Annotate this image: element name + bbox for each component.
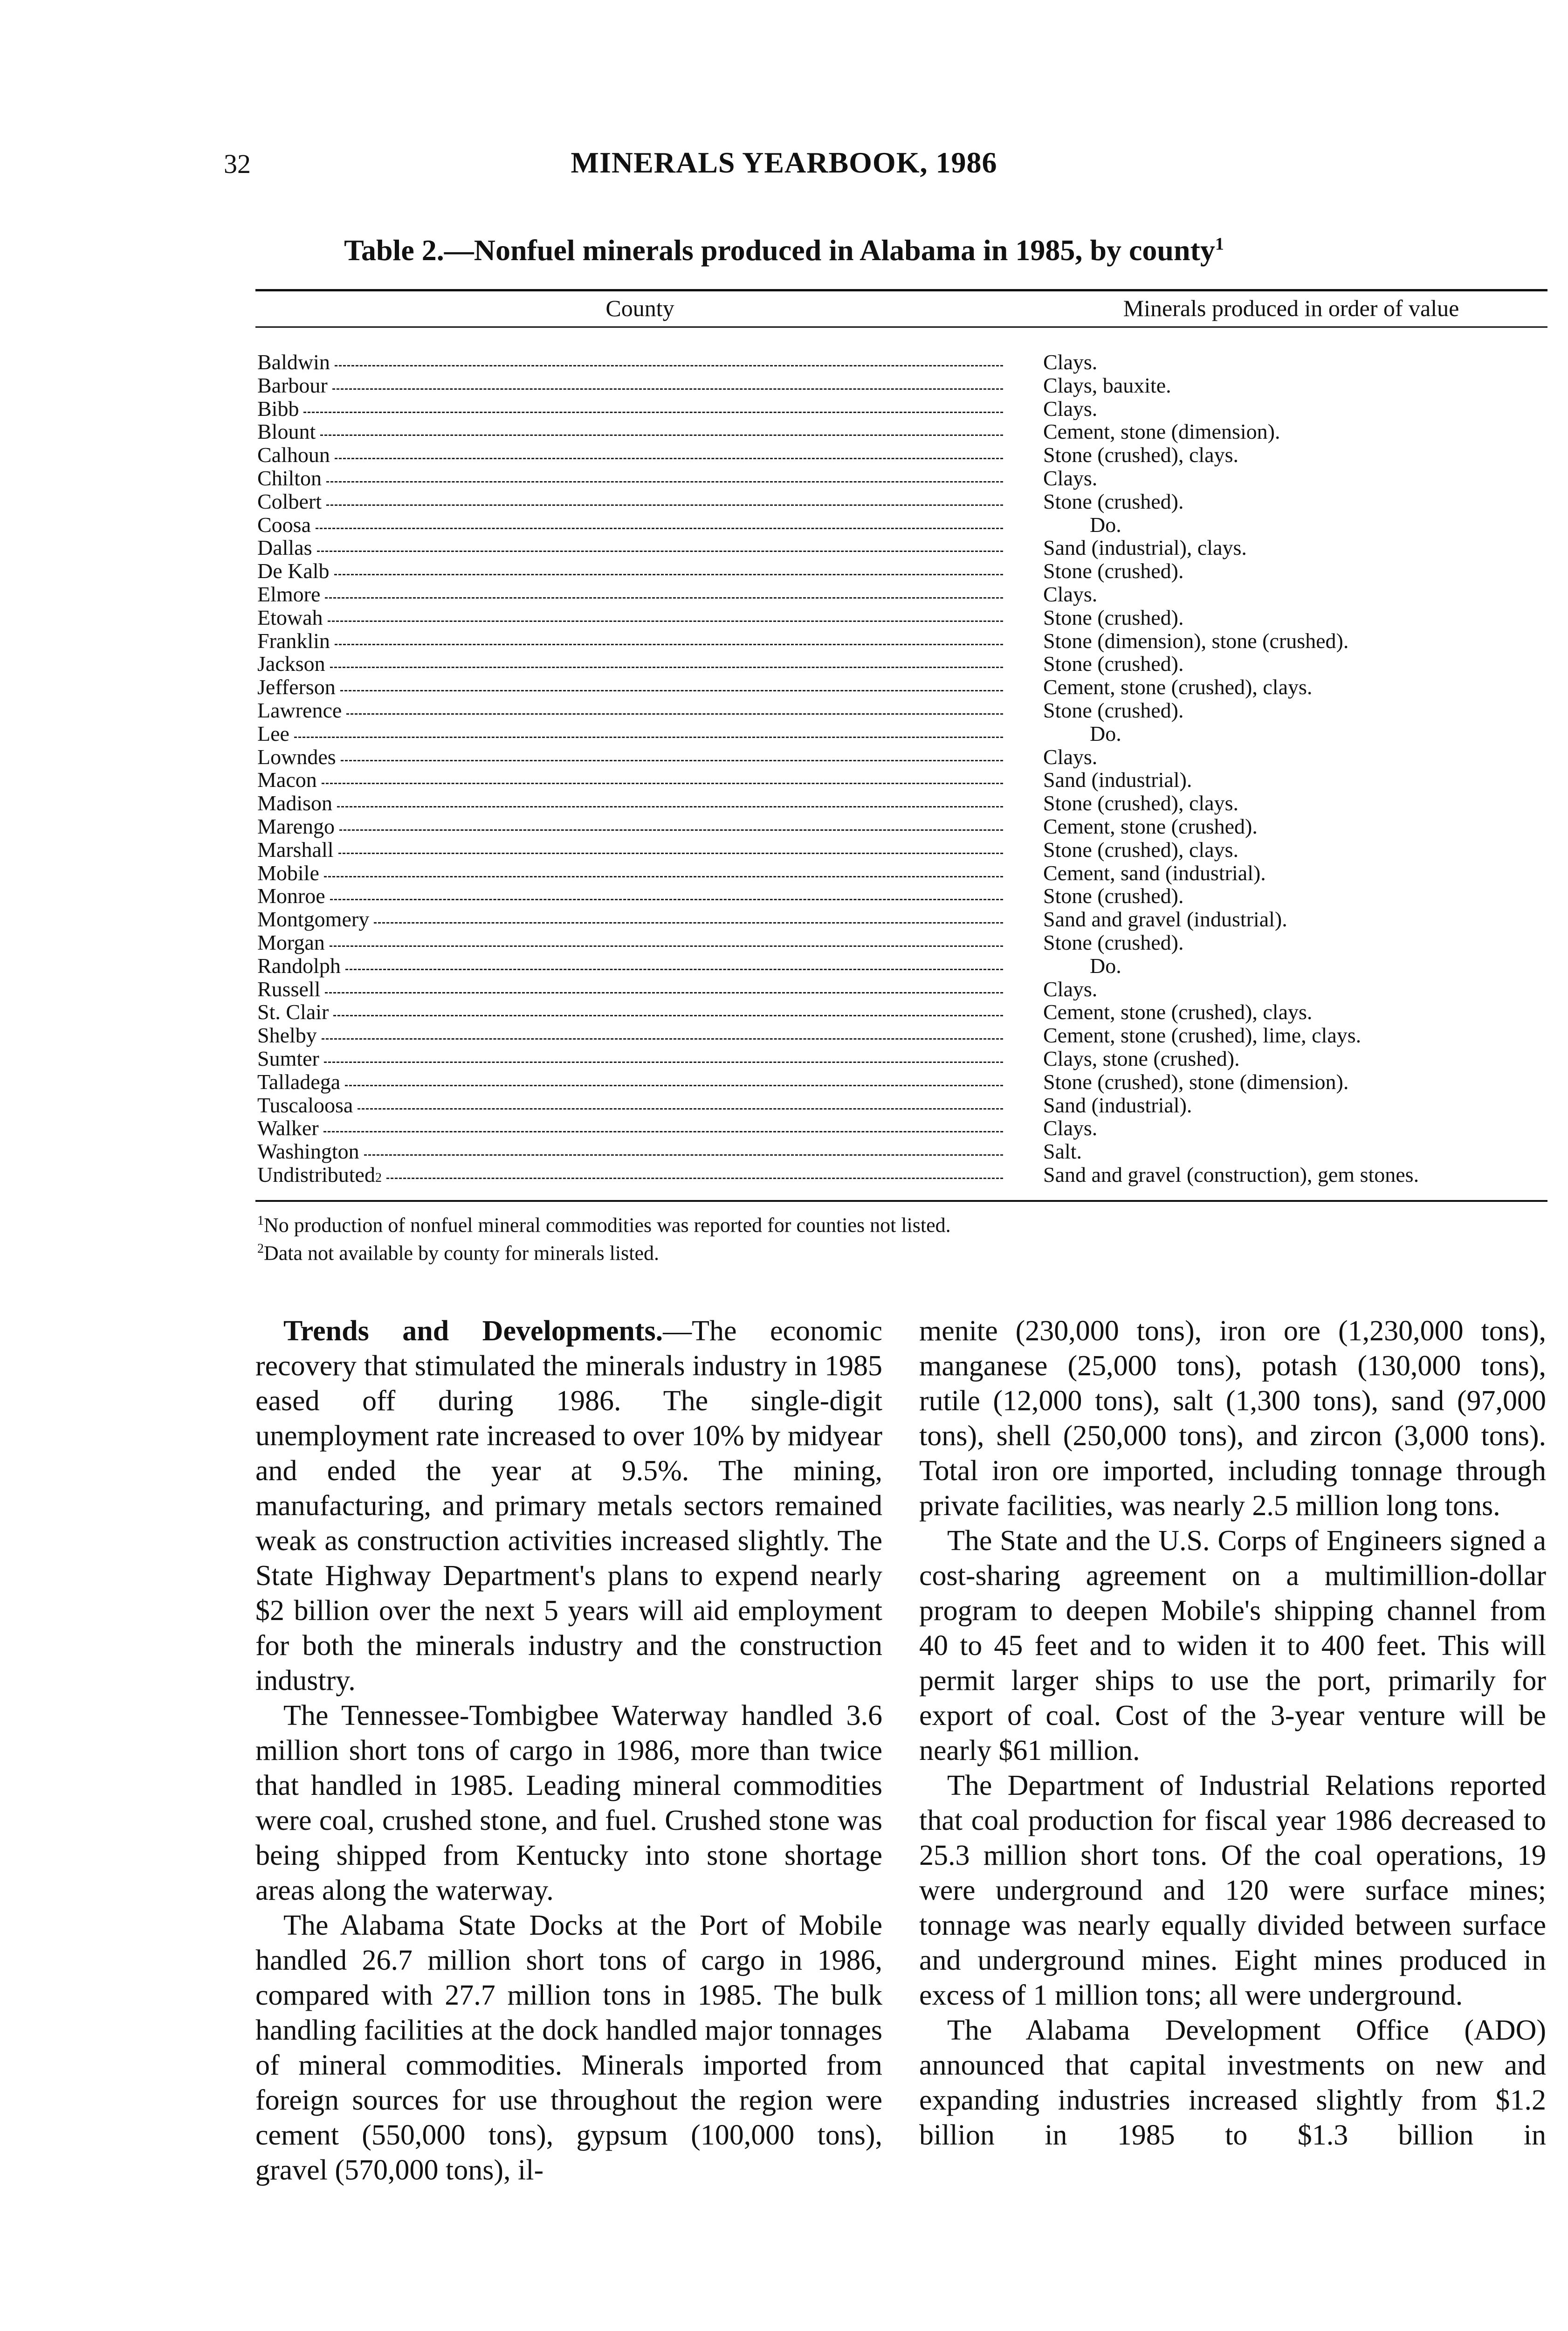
county-name: Lowndes bbox=[257, 745, 336, 769]
minerals-cell: Do. bbox=[1090, 513, 1121, 537]
county-name: Marengo bbox=[257, 814, 335, 838]
table-title bbox=[0, 233, 1568, 268]
footnote-1 bbox=[257, 1209, 1516, 1237]
minerals-cell: Clays. bbox=[1043, 351, 1098, 374]
county-row bbox=[257, 1024, 1003, 1047]
county-row bbox=[257, 443, 1003, 467]
county-name: Etowah bbox=[257, 606, 323, 629]
county-row bbox=[257, 351, 1003, 374]
minerals-cell: Stone (crushed). bbox=[1043, 559, 1184, 583]
county-row bbox=[257, 420, 1003, 443]
county-name: Blount bbox=[257, 420, 316, 444]
minerals-cell: Clays, bauxite. bbox=[1043, 373, 1171, 397]
dot-leader bbox=[322, 783, 1003, 784]
footnote-2 bbox=[257, 1237, 1516, 1265]
county-name: Barbour bbox=[257, 373, 328, 397]
dot-leader bbox=[338, 853, 1003, 854]
minerals-cell: Clays. bbox=[1043, 582, 1098, 606]
county-row bbox=[257, 490, 1003, 513]
minerals-cell: Cement, stone (crushed), clays. bbox=[1043, 1000, 1313, 1024]
county-row bbox=[257, 629, 1003, 653]
minerals-cell: Clays, stone (crushed). bbox=[1043, 1047, 1240, 1070]
county-name: Montgomery bbox=[257, 908, 370, 931]
minerals-cell: Stone (crushed), clays. bbox=[1043, 838, 1238, 862]
county-name: Franklin bbox=[257, 629, 330, 653]
dot-leader bbox=[339, 829, 1003, 831]
county-row bbox=[257, 513, 1003, 537]
dot-leader bbox=[325, 992, 1003, 993]
footnote-1-text: No production of nonfuel mineral commodities was reported for counties not listed. bbox=[264, 1214, 951, 1237]
minerals-cell: Cement, stone (crushed). bbox=[1043, 814, 1258, 838]
minerals-cell: Sand and gravel (construction), gem stones. bbox=[1043, 1163, 1419, 1186]
county-row bbox=[257, 699, 1003, 722]
dot-leader bbox=[340, 690, 1003, 691]
county-row bbox=[257, 1140, 1003, 1163]
minerals-cell: Stone (crushed). bbox=[1043, 698, 1184, 722]
county-row bbox=[257, 862, 1003, 885]
county-name: Colbert bbox=[257, 490, 322, 513]
minerals-cell: Cement, stone (crushed), clays. bbox=[1043, 676, 1313, 699]
footnote-2-mark: 2 bbox=[257, 1241, 264, 1256]
county-row bbox=[257, 815, 1003, 838]
trends-text: —The economic recovery that stimulated the minerals industry in 1985 eased off during 1986. The single-digit unemployment rate increased to over 10% by midyear and ended the year at 9.5%. The mining, manufacturing, and primary metals sectors remained weak as construction activities increased slightly. The State Highway Department's plans to expend nearly $2 billion over the next 5 years will aid employment for both the minerals industry and the construction industry. bbox=[255, 1315, 882, 1697]
dot-leader bbox=[341, 760, 1003, 761]
dot-leader bbox=[320, 434, 1003, 436]
county-name: Talladega bbox=[257, 1070, 341, 1094]
county-name: Jefferson bbox=[257, 676, 336, 699]
minerals-cell: Cement, stone (dimension). bbox=[1043, 420, 1280, 444]
dot-leader bbox=[330, 667, 1003, 668]
dot-leader bbox=[332, 388, 1003, 390]
minerals-cell: Stone (crushed). bbox=[1043, 931, 1184, 954]
dot-leader bbox=[316, 528, 1003, 529]
dot-leader bbox=[346, 713, 1003, 715]
county-name: Calhoun bbox=[257, 443, 330, 467]
county-name: Lee bbox=[257, 722, 289, 745]
footnote-2-text: Data not available by county for minerals listed. bbox=[264, 1241, 659, 1265]
county-row bbox=[257, 978, 1003, 1001]
imports-continued-paragraph: menite (230,000 tons), iron ore (1,230,000 tons), manganese (25,000 tons), potash (130,000 tons), rutile (12,000 tons), salt (1,300 tons), sand (97,000 tons), shell (250,000 tons), and zircon (3,000 tons). Total iron ore imported, including tonnage through private facilities, was nearly 2.5 million long tons. bbox=[919, 1315, 1546, 1522]
table-header-rule bbox=[255, 326, 1547, 328]
county-name: Russell bbox=[257, 977, 321, 1001]
column-header-county: County bbox=[605, 295, 674, 321]
page-number: 32 bbox=[224, 149, 251, 179]
minerals-cell: Stone (crushed). bbox=[1043, 606, 1184, 629]
table-footnotes bbox=[257, 1209, 1516, 1265]
county-name: Dallas bbox=[257, 536, 312, 560]
county-name: Walker bbox=[257, 1117, 319, 1140]
county-row bbox=[257, 1163, 1003, 1186]
minerals-cell: Stone (crushed). bbox=[1043, 652, 1184, 676]
county-row bbox=[257, 606, 1003, 629]
dot-leader bbox=[386, 1178, 1003, 1179]
county-row bbox=[257, 722, 1003, 745]
county-footnote-mark: 2 bbox=[375, 1170, 382, 1185]
dot-leader bbox=[345, 1085, 1003, 1086]
dot-leader bbox=[337, 806, 1003, 807]
county-name: Lawrence bbox=[257, 698, 342, 722]
trends-paragraph bbox=[255, 1314, 882, 1698]
minerals-cell: Clays. bbox=[1043, 1117, 1098, 1140]
county-row bbox=[257, 1117, 1003, 1140]
dot-leader bbox=[317, 551, 1003, 552]
county-name: Washington bbox=[257, 1140, 359, 1163]
county-name: Shelby bbox=[257, 1024, 317, 1047]
minerals-cell: Clays. bbox=[1043, 466, 1098, 490]
minerals-cell: Cement, sand (industrial). bbox=[1043, 861, 1266, 885]
county-name: Morgan bbox=[257, 931, 325, 954]
county-name: Baldwin bbox=[257, 351, 330, 374]
county-row bbox=[257, 583, 1003, 606]
minerals-cell: Stone (crushed). bbox=[1043, 884, 1184, 908]
dot-leader bbox=[333, 1015, 1003, 1016]
minerals-cell: Salt. bbox=[1043, 1140, 1082, 1163]
county-name: Elmore bbox=[257, 582, 321, 606]
county-row bbox=[257, 768, 1003, 792]
minerals-cell: Stone (crushed). bbox=[1043, 490, 1184, 513]
county-row bbox=[257, 1070, 1003, 1094]
county-name: Mobile bbox=[257, 861, 319, 885]
minerals-cell: Sand (industrial). bbox=[1043, 1093, 1192, 1117]
minerals-cell: Stone (dimension), stone (crushed). bbox=[1043, 629, 1349, 653]
dot-leader bbox=[335, 644, 1003, 645]
table-bottom-rule bbox=[255, 1200, 1547, 1202]
dot-leader bbox=[326, 481, 1003, 483]
county-row bbox=[257, 374, 1003, 397]
coal-paragraph: The Department of Industrial Relations reported that coal production for fiscal year 1986 decreased to 25.3 million short tons. Of the coal operations, 19 were underground and 120 were surface mines; tonnage was nearly equally divided between surface and underground mines. Eight mines produced in excess of 1 million tons; all were underground. bbox=[919, 1770, 1546, 2011]
county-column bbox=[257, 351, 1003, 1186]
county-row bbox=[257, 1094, 1003, 1117]
county-name: Bibb bbox=[257, 397, 299, 421]
dot-leader bbox=[326, 504, 1003, 506]
minerals-cell: Clays. bbox=[1043, 977, 1098, 1001]
minerals-cell: Do. bbox=[1090, 722, 1121, 745]
dot-leader bbox=[324, 876, 1003, 877]
text-column-left bbox=[255, 1314, 882, 2188]
county-name: Macon bbox=[257, 768, 317, 792]
minerals-cell: Sand (industrial). bbox=[1043, 768, 1192, 792]
minerals-cell: Do. bbox=[1090, 954, 1121, 978]
county-row bbox=[257, 792, 1003, 815]
state-docks-paragraph: The Alabama State Docks at the Port of Mobile handled 26.7 million short tons of cargo in 1986, compared with 27.7 million tons in 1985. The bulk handling facilities at the dock handled major tonnages of mineral commodities. Minerals imported from foreign sources for use throughout the region were cement (550,000 tons), gypsum (100,000 tons), gravel (570,000 tons), il- bbox=[255, 1910, 882, 2186]
county-name: Randolph bbox=[257, 954, 341, 978]
minerals-cell: Stone (crushed), clays. bbox=[1043, 443, 1238, 467]
table-title-text: Table 2.—Nonfuel minerals produced in Alabama in 1985, by county bbox=[344, 234, 1215, 267]
county-row bbox=[257, 652, 1003, 676]
county-name: Madison bbox=[257, 792, 332, 815]
dot-leader bbox=[325, 597, 1003, 599]
county-name: Sumter bbox=[257, 1047, 319, 1070]
text-column-right bbox=[919, 1314, 1546, 2153]
minerals-cell: Sand and gravel (industrial). bbox=[1043, 908, 1287, 931]
minerals-cell: Clays. bbox=[1043, 397, 1098, 421]
dot-leader bbox=[324, 1062, 1003, 1063]
county-name: Undistributed bbox=[257, 1163, 375, 1186]
dot-leader bbox=[303, 412, 1003, 413]
column-header-minerals: Minerals produced in order of value bbox=[1123, 295, 1459, 321]
county-name: Marshall bbox=[257, 838, 334, 862]
county-row bbox=[257, 931, 1003, 954]
county-row bbox=[257, 954, 1003, 978]
minerals-cell: Stone (crushed), stone (dimension). bbox=[1043, 1070, 1349, 1094]
dot-leader bbox=[330, 899, 1003, 900]
county-row bbox=[257, 908, 1003, 931]
dot-leader bbox=[330, 945, 1003, 947]
table-title-footnote-mark: 1 bbox=[1215, 234, 1224, 254]
county-name: St. Clair bbox=[257, 1000, 329, 1024]
dot-leader bbox=[294, 737, 1003, 738]
county-row bbox=[257, 1047, 1003, 1070]
dot-leader bbox=[334, 574, 1003, 575]
channel-paragraph: The State and the U.S. Corps of Engineers signed a cost-sharing agreement on a multimillion-dollar program to deepen Mobile's shipping channel from 40 to 45 feet and to widen it to 400 feet. This will permit larger ships to use the port, primarily for export of coal. Cost of the 3-year venture will be nearly $61 million. bbox=[919, 1525, 1546, 1766]
dot-leader bbox=[335, 365, 1003, 366]
county-name: Coosa bbox=[257, 513, 311, 537]
trends-heading: Trends and Developments. bbox=[283, 1315, 663, 1347]
county-row bbox=[257, 884, 1003, 908]
minerals-cell: Cement, stone (crushed), lime, clays. bbox=[1043, 1024, 1362, 1047]
minerals-cell: Sand (industrial), clays. bbox=[1043, 536, 1247, 560]
dot-leader bbox=[335, 458, 1003, 459]
county-row bbox=[257, 676, 1003, 699]
county-row bbox=[257, 397, 1003, 421]
county-row bbox=[257, 1000, 1003, 1024]
dot-leader bbox=[328, 621, 1003, 622]
county-name: Monroe bbox=[257, 884, 325, 908]
county-row bbox=[257, 838, 1003, 862]
dot-leader bbox=[358, 1108, 1003, 1110]
dot-leader bbox=[364, 1154, 1003, 1156]
county-name: Jackson bbox=[257, 652, 325, 676]
minerals-column bbox=[1043, 351, 1556, 1186]
footnote-1-mark: 1 bbox=[257, 1214, 264, 1228]
running-head: MINERALS YEARBOOK, 1986 bbox=[571, 146, 997, 179]
dot-leader bbox=[323, 1131, 1003, 1132]
county-name: Chilton bbox=[257, 466, 322, 490]
county-row bbox=[257, 559, 1003, 583]
minerals-cell: Clays. bbox=[1043, 745, 1098, 769]
waterway-paragraph: The Tennessee-Tombigbee Waterway handled 3.6 million short tons of cargo in 1986, more than twice that handled in 1985. Leading mineral commodities were coal, crushed stone, and fuel. Crushed stone was being shipped from Kentucky into stone shortage areas along the waterway. bbox=[255, 1700, 882, 1906]
minerals-cell: Stone (crushed), clays. bbox=[1043, 792, 1238, 815]
county-name: Tuscaloosa bbox=[257, 1093, 353, 1117]
county-row bbox=[257, 745, 1003, 769]
dot-leader bbox=[374, 922, 1003, 924]
dot-leader bbox=[322, 1038, 1003, 1040]
county-name: De Kalb bbox=[257, 559, 330, 583]
table-top-rule bbox=[255, 289, 1547, 291]
ado-paragraph: The Alabama Development Office (ADO) announced that capital investments on new and expanding industries increased slightly from $1.2 billion in 1985 to $1.3 billion in bbox=[919, 2014, 1546, 2151]
dot-leader bbox=[345, 969, 1003, 970]
county-row bbox=[257, 467, 1003, 490]
county-row bbox=[257, 536, 1003, 559]
